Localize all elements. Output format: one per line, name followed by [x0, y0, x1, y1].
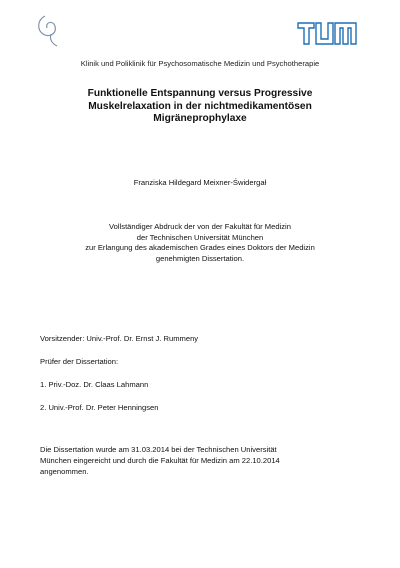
- title-line-3: Migräneprophylaxe: [153, 113, 247, 124]
- examiner-2: 2. Univ.-Prof. Dr. Peter Henningsen: [40, 403, 159, 412]
- abdruck-statement: [0, 222, 400, 264]
- clinic-logo: [33, 14, 63, 48]
- title-line-2: Muskelrelaxation in der nichtmedikamentösen: [88, 100, 312, 112]
- dates-line-3: angenommen.: [40, 467, 89, 476]
- dates-line-1: Die Dissertation wurde am 31.03.2014 bei der Technischen Universität: [40, 445, 277, 454]
- abdruck-line-2: der Technischen Universität München: [136, 232, 264, 242]
- abdruck-line-1: Vollständiger Abdruck der von der Fakultät für Medizin: [109, 222, 291, 231]
- dates-line-2: München eingereicht und durch die Fakultät für Medizin am 22.10.2014: [40, 456, 280, 465]
- examiners-heading: Prüfer der Dissertation:: [40, 357, 119, 366]
- abdruck-line-4: genehmigten Dissertation.: [155, 253, 245, 263]
- title-line-1: Funktionelle Entspannung versus Progressive: [87, 88, 313, 99]
- tum-logo: [297, 20, 357, 46]
- submission-dates: [40, 444, 280, 477]
- author-name: Franziska Hildegard Meixner-Świdergał: [133, 178, 267, 187]
- abdruck-line-3: zur Erlangung des akademischen Grades eines Doktors der Medizin: [85, 243, 315, 253]
- chair: Vorsitzender: Univ.-Prof. Dr. Ernst J. Rummeny: [40, 334, 199, 343]
- thesis-title: [30, 88, 370, 126]
- clinic-name: Klinik und Poliklinik für Psychosomatische Medizin und Psychotherapie: [80, 59, 320, 68]
- examiner-1: 1. Priv.-Doz. Dr. Claas Lahmann: [40, 380, 149, 389]
